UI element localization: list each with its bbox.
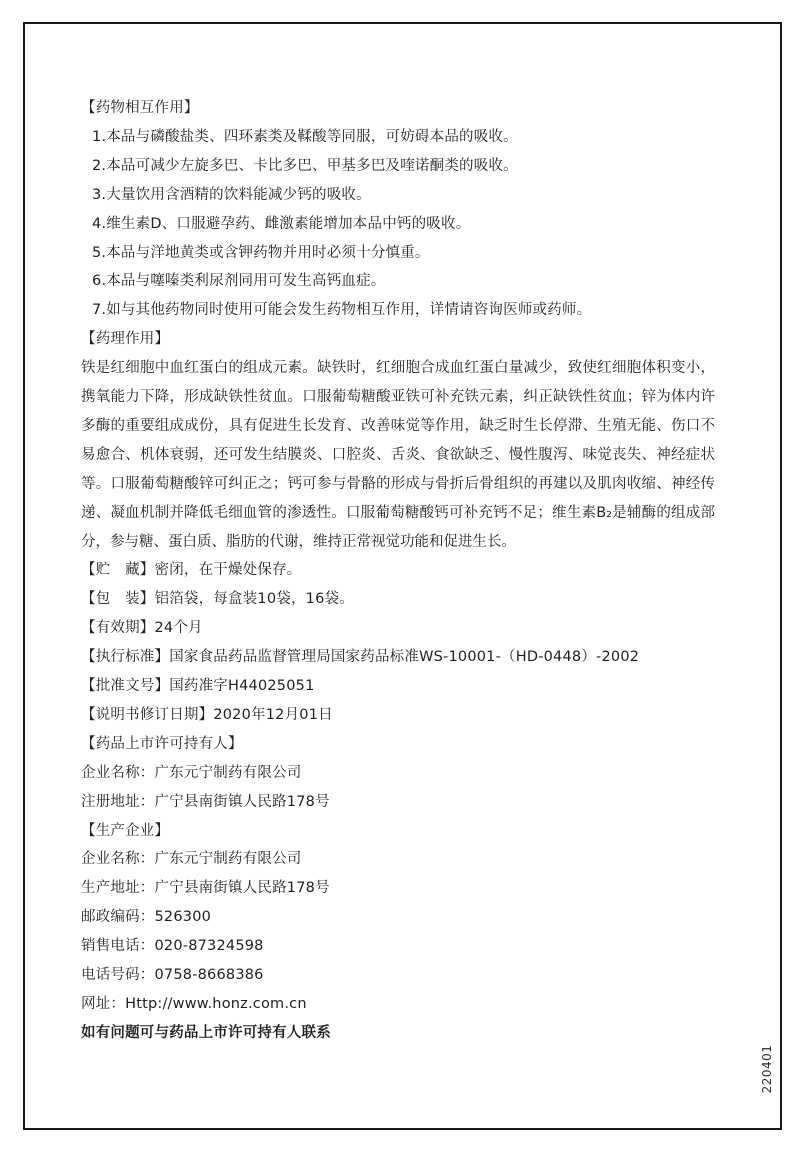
phone-number-value: 0758-8668386 [154, 967, 264, 984]
packaging-line [81, 585, 715, 614]
packaging-label: 【包 装】 [81, 591, 155, 608]
manufacturer-company-line [81, 845, 715, 874]
manufacturer-company-value: 广东元宁制药有限公司 [154, 851, 302, 868]
pharmacology-line-3: 多酶的重要组成成份，具有促进生长发育、改善味觉等作用，缺乏时生长停滞、生殖无能、伤口不 [81, 417, 715, 434]
leaflet-content [81, 94, 715, 1048]
pharmacology-line-7: 分，参与糖、蛋白质、脂肪的代谢，维持正常视觉功能和促进生长。 [81, 533, 516, 550]
sales-phone-value: 020-87324598 [154, 938, 264, 955]
pharmacology-line-5: 等。口服葡萄糖酸锌可纠正之；钙可参与骨骼的形成与骨折后骨组织的再建以及肌肉收缩、神经传 [81, 475, 715, 492]
manufacturer-address-line [81, 874, 715, 903]
website-value: Http://www.honz.com.cn [125, 995, 307, 1012]
validity-value: 24个月 [154, 620, 203, 637]
section-heading-pharmacology: 【药理作用】 [81, 331, 170, 348]
revision-date-value: 2020年12月01日 [213, 706, 333, 723]
storage-value: 密闭，在干燥处保存。 [154, 562, 302, 579]
approval-number-value: 国药准字H44025051 [169, 678, 315, 695]
standard-label: 【执行标准】 [81, 649, 170, 666]
standard-value: 国家食品药品监督管理局国家药品标准WS-10001-（HD-0448）-2002 [169, 649, 640, 666]
validity-label: 【有效期】 [81, 620, 155, 637]
contact-note: 如有问题可与药品上市许可持有人联系 [81, 1024, 331, 1041]
approval-number-label: 【批准文号】 [81, 678, 170, 695]
license-holder-address-line [81, 788, 715, 817]
storage-label: 【贮 藏】 [81, 562, 155, 579]
print-batch-code: 220401 [760, 1044, 774, 1094]
storage-line [81, 556, 715, 585]
pharmacology-line-6: 递、凝血机制并降低毛细血管的渗透性。口服葡萄糖酸钙可补充钙不足；维生素B₂是辅酶的组成部 [81, 504, 715, 521]
license-holder-address-value: 广宁县南街镇人民路178号 [154, 793, 330, 810]
manufacturer-address-label: 生产地址： [81, 880, 155, 897]
approval-number-line [81, 672, 715, 701]
interaction-item-2: 2.本品可减少左旋多巴、卡比多巴、甲基多巴及喹诺酮类的吸收。 [92, 157, 518, 174]
website-line [81, 990, 715, 1019]
validity-line [81, 614, 715, 643]
postal-code-label: 邮政编码： [81, 909, 155, 926]
interaction-item-5: 5.本品与洋地黄类或含钾药物并用时必须十分慎重。 [92, 244, 430, 261]
interaction-item-1: 1.本品与磷酸盐类、四环素类及鞣酸等同服，可妨碍本品的吸收。 [92, 128, 518, 145]
interaction-item-6: 6.本品与噻嗪类利尿剂同用可发生高钙血症。 [92, 273, 386, 290]
sales-phone-line [81, 932, 715, 961]
packaging-value: 铝箔袋，每盒装10袋，16袋。 [154, 591, 354, 608]
interaction-item-4: 4.维生素D、口服避孕药、雌激素能增加本品中钙的吸收。 [92, 215, 471, 232]
license-holder-address-label: 注册地址： [81, 793, 155, 810]
sales-phone-label: 销售电话： [81, 938, 155, 955]
standard-line [81, 643, 715, 672]
phone-number-label: 电话号码： [81, 967, 155, 984]
license-holder-company-value: 广东元宁制药有限公司 [154, 764, 302, 781]
revision-date-label: 【说明书修订日期】 [81, 706, 214, 723]
interaction-item-3: 3.大量饮用含酒精的饮料能减少钙的吸收。 [92, 186, 371, 203]
pharmacology-line-2: 携氧能力下降，形成缺铁性贫血。口服葡萄糖酸亚铁可补充铁元素，纠正缺铁性贫血；锌为体内许 [81, 389, 715, 406]
postal-code-line [81, 903, 715, 932]
website-label: 网址： [81, 995, 126, 1012]
postal-code-value: 526300 [154, 909, 212, 926]
pharmacology-line-1: 铁是红细胞中血红蛋白的组成元素。缺铁时，红细胞合成血红蛋白量减少，致使红细胞体积变小， [81, 360, 715, 377]
manufacturer-company-label: 企业名称： [81, 851, 155, 868]
interaction-item-7: 7.如与其他药物同时使用可能会发生药物相互作用，详情请咨询医师或药师。 [92, 302, 592, 319]
manufacturer-address-value: 广宁县南街镇人民路178号 [154, 880, 330, 897]
section-heading-drug-interactions: 【药物相互作用】 [81, 100, 199, 116]
license-holder-company-line [81, 759, 715, 788]
section-heading-license-holder: 【药品上市许可持有人】 [81, 735, 243, 752]
license-holder-company-label: 企业名称： [81, 764, 155, 781]
section-heading-manufacturer: 【生产企业】 [81, 822, 170, 839]
pharmacology-line-4: 易愈合、机体衰弱，还可发生结膜炎、口腔炎、舌炎、食欲缺乏、慢性腹泻、味觉丧失、神经症状 [81, 446, 715, 463]
revision-date-line [81, 701, 715, 730]
phone-number-line [81, 961, 715, 990]
